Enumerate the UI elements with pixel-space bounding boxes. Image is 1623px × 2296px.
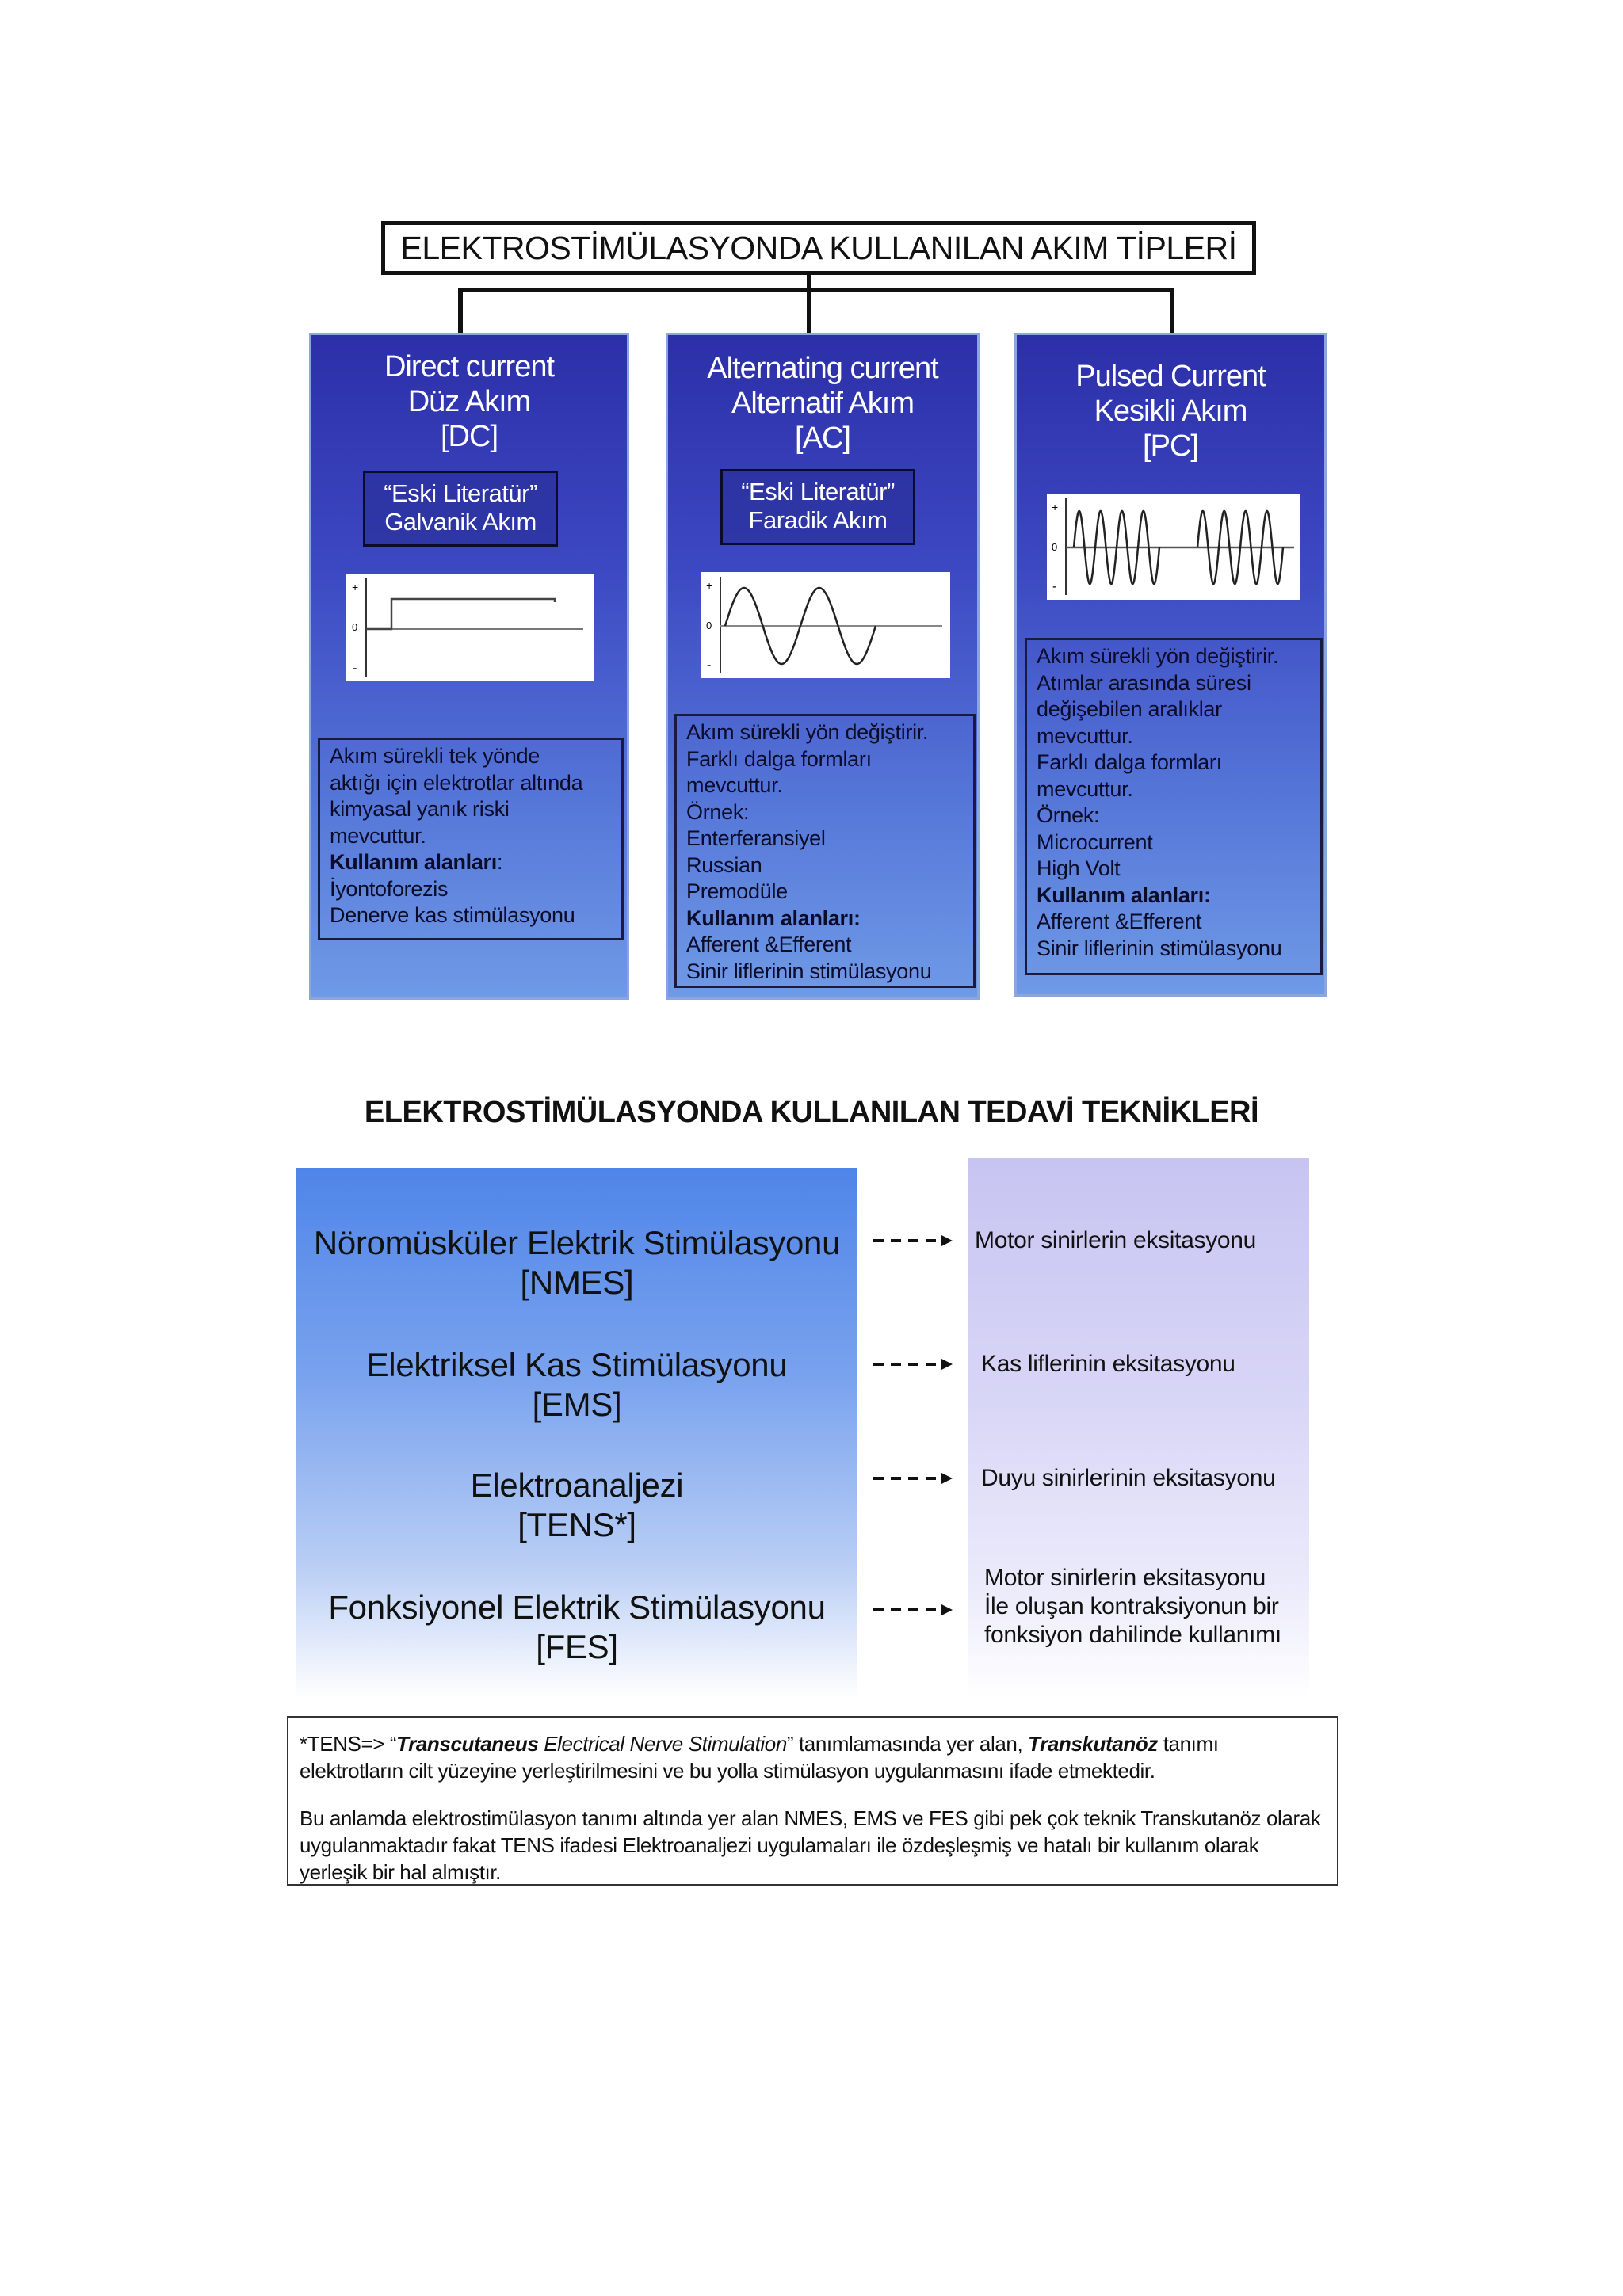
desc-line: Atımlar arasında süresi <box>1037 670 1251 695</box>
technique-fes-desc-line: fonksiyon dahilinde kullanımı <box>984 1622 1281 1648</box>
column-ac-head-line3: [AC] <box>795 421 850 455</box>
column-pc-head-line1: Pulsed Current <box>1075 360 1266 393</box>
technique-nmes <box>296 1223 857 1302</box>
akim-tipleri-title <box>381 221 1256 275</box>
footnote-paragraph-2: Bu anlamda elektrostimülasyon tanımı altında yer alan NMES, EMS ve FES gibi pek çok teknik Transkutanöz olarak uygulanmaktadır fakat TENS ifadesi Elektroanaljezi uygulamaları ile özdeşleşmiş ve hatalı bir kullanım olarak yerleşik bir hal almıştır. <box>300 1806 1321 1884</box>
desc-line-bold <box>1037 883 1311 910</box>
technique-ems-desc <box>981 1350 1235 1379</box>
pc-axis-plus: + <box>1052 501 1059 513</box>
desc-line: Denerve kas stimülasyonu <box>330 903 575 927</box>
column-dc <box>309 333 629 1000</box>
desc-line: Akım sürekli yön değiştirir. <box>1037 644 1279 668</box>
dc-axis-plus: + <box>352 581 359 593</box>
desc-line: Örnek: <box>686 799 750 824</box>
technique-ems-desc-line: Kas liflerinin eksitasyonu <box>981 1351 1235 1377</box>
column-dc-waveform <box>346 574 594 681</box>
desc-line: mevcuttur. <box>1037 723 1133 748</box>
fn-p1-d: ” tanımlamasında yer alan, <box>786 1732 1029 1756</box>
technique-nmes-desc-line: Motor sinirlerin eksitasyonu <box>975 1227 1257 1253</box>
column-pc-head-line3: [PC] <box>1143 429 1198 463</box>
connector-horizontal <box>458 288 1174 292</box>
desc-line: Akım sürekli yön değiştirir. <box>686 720 929 744</box>
fn-p1-a: *TENS=> “ <box>300 1732 397 1756</box>
desc-line: mevcuttur. <box>1037 776 1133 801</box>
technique-ems-abbr: [EMS] <box>532 1386 622 1423</box>
desc-line-bold <box>686 906 964 933</box>
arrow-ems-icon <box>873 1356 953 1372</box>
column-ac-waveform <box>701 572 950 678</box>
technique-tens-desc <box>981 1464 1275 1493</box>
desc-line: Microcurrent <box>1037 830 1153 854</box>
column-pc-waveform <box>1047 494 1300 600</box>
pc-axis-zero: 0 <box>1052 541 1058 553</box>
desc-line: Örnek: <box>1037 803 1100 827</box>
arrow-tens-icon <box>873 1470 953 1486</box>
desc-line: Farklı dalga formları <box>1037 750 1222 774</box>
technique-fes-abbr: [FES] <box>536 1628 618 1665</box>
desc-line: Farklı dalga formları <box>686 746 872 771</box>
technique-ems-name: Elektriksel Kas Stimülasyonu <box>366 1346 788 1383</box>
desc-line: Enterferansiyel <box>686 826 826 850</box>
column-pc-head <box>1017 359 1324 463</box>
technique-fes-name: Fonksiyonel Elektrik Stimülasyonu <box>328 1589 826 1626</box>
ac-waveform-svg <box>701 572 950 678</box>
technique-tens-abbr: [TENS*] <box>517 1506 636 1543</box>
technique-fes <box>296 1588 857 1667</box>
dc-axis-zero: 0 <box>352 621 358 633</box>
connector-drop-dc <box>458 288 463 335</box>
technique-fes-desc-line: İle oluşan kontraksiyonun bir <box>984 1593 1279 1619</box>
connector-drop-pc <box>1170 288 1174 335</box>
desc-line: kimyasal yanık riski <box>330 797 510 821</box>
desc-line: mevcuttur. <box>330 823 426 848</box>
technique-tens-desc-line: Duyu sinirlerinin eksitasyonu <box>981 1465 1276 1491</box>
desc-line: Russian <box>686 852 762 877</box>
tens-footnote-box <box>287 1716 1338 1886</box>
ac-axis-minus: - <box>707 658 712 672</box>
dc-waveform-svg <box>346 574 594 681</box>
column-dc-head <box>311 349 627 454</box>
column-ac-head-line1: Alternating current <box>707 352 938 385</box>
column-dc-description <box>318 738 624 940</box>
technique-tens <box>296 1466 857 1545</box>
desc-bold-text: Kullanım alanları <box>330 850 497 874</box>
technique-tens-name: Elektroanaljezi <box>470 1466 684 1504</box>
footnote-paragraph-1 <box>300 1730 1326 1784</box>
fn-p1-c: Electrical Nerve Stimulation <box>538 1732 787 1756</box>
technique-fes-desc-line: Motor sinirlerin eksitasyonu <box>984 1565 1266 1591</box>
desc-line: Afferent &Efferent <box>686 933 852 956</box>
column-pc-description <box>1025 638 1323 975</box>
column-ac-old-literature-box <box>720 469 915 545</box>
pc-waveform-svg <box>1047 494 1300 600</box>
desc-line: değişebilen aralıklar <box>1037 697 1222 721</box>
ac-axis-plus: + <box>706 579 713 592</box>
desc-line: aktığı için elektrotlar altında <box>330 770 583 795</box>
fn-p1-e: Transkutanöz <box>1028 1732 1158 1756</box>
tedavi-teknikleri-title: ELEKTROSTİMÜLASYONDA KULLANILAN TEDAVİ TEKNİKLERİ <box>364 1096 1259 1129</box>
column-dc-sub-line1: “Eski Literatür” <box>384 479 537 507</box>
technique-nmes-abbr: [NMES] <box>520 1264 634 1301</box>
desc-bold-suffix: : <box>496 850 503 874</box>
desc-bold-text: Kullanım alanları: <box>686 906 861 930</box>
technique-ems <box>296 1345 857 1425</box>
column-dc-head-line3: [DC] <box>441 420 498 453</box>
akim-tipleri-title-text: ELEKTROSTİMÜLASYONDA KULLANILAN AKIM TİPLERİ <box>400 229 1237 266</box>
column-ac-sub-line2: Faradik Akım <box>748 506 888 534</box>
arrow-nmes-icon <box>873 1233 953 1249</box>
desc-line: Sinir liflerinin stimülasyonu <box>686 959 932 983</box>
column-dc-sub-line2: Galvanik Akım <box>384 508 537 536</box>
connector-drop-ac <box>807 288 812 335</box>
desc-line-bold <box>330 849 612 876</box>
desc-line: mevcuttur. <box>686 773 783 797</box>
desc-line: Akım sürekli tek yönde <box>330 744 540 768</box>
column-ac <box>666 333 980 1000</box>
fn-p1-b: Transcutaneus <box>396 1732 539 1756</box>
column-dc-head-line2: Düz Akım <box>407 385 531 418</box>
column-ac-description <box>674 714 976 988</box>
desc-line: Sinir liflerinin stimülasyonu <box>1037 936 1282 960</box>
desc-line: Afferent &Efferent <box>1037 910 1202 933</box>
column-ac-sub-line1: “Eski Literatür” <box>741 478 895 505</box>
pc-axis-minus: - <box>1052 580 1057 593</box>
column-ac-head-line2: Alternatif Akım <box>731 387 914 420</box>
column-dc-old-literature-box <box>363 471 558 547</box>
column-ac-head <box>668 351 977 456</box>
technique-nmes-name: Nöromüsküler Elektrik Stimülasyonu <box>313 1224 841 1261</box>
column-dc-head-line1: Direct current <box>384 350 555 383</box>
column-pc-head-line2: Kesikli Akım <box>1094 395 1247 428</box>
desc-line: High Volt <box>1037 856 1121 880</box>
desc-line: Premodüle <box>686 879 788 903</box>
dc-axis-minus: - <box>353 662 357 675</box>
column-pc <box>1014 333 1327 997</box>
fn-p1-f: tanımı elektrotların cilt yüzeyine yerleştirilmesini ve bu yolla stimülasyon uygulanmasını ifade etmektedir. <box>300 1732 1219 1783</box>
technique-fes-desc <box>984 1564 1281 1650</box>
desc-bold-text: Kullanım alanları: <box>1037 883 1211 907</box>
ac-axis-zero: 0 <box>706 620 712 631</box>
technique-nmes-desc <box>975 1226 1256 1255</box>
desc-line: İyontoforezis <box>330 876 449 901</box>
arrow-fes-icon <box>873 1602 953 1618</box>
